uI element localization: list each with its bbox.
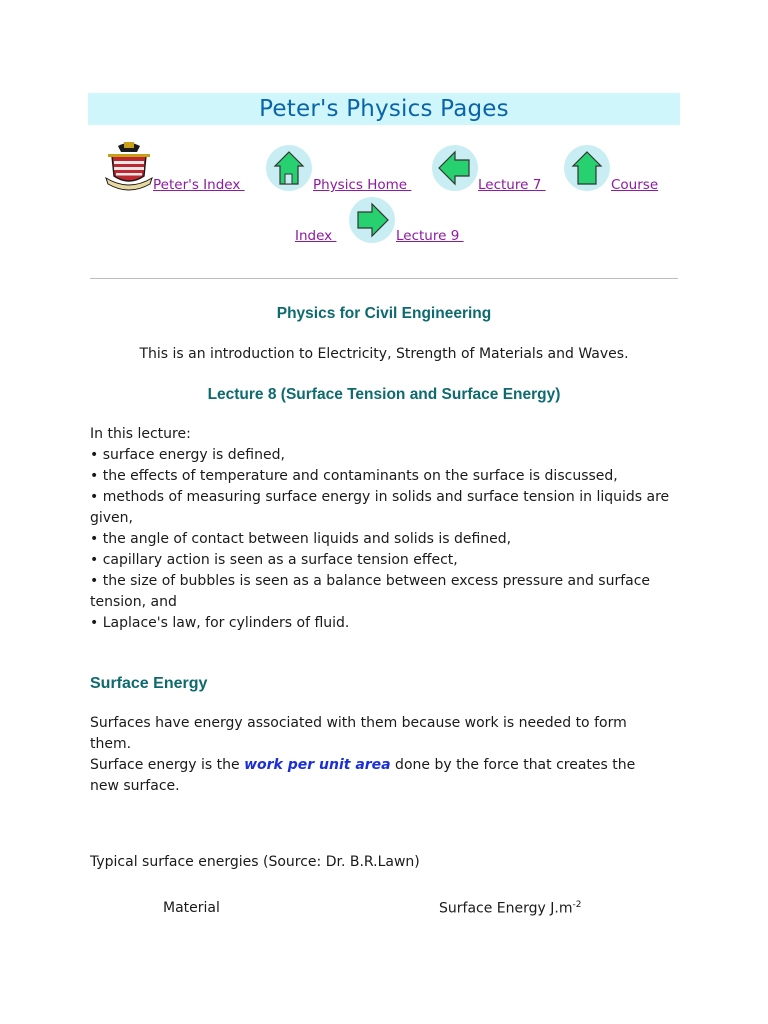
course-index-link-cont[interactable]: Index	[295, 228, 337, 244]
list-item: • capillary action is seen as a surface tension effect,	[90, 552, 458, 568]
column-header-material: Material	[163, 900, 220, 916]
list-item: • the size of bubbles is seen as a balance between excess pressure and surface tension, and	[90, 573, 651, 610]
paragraph: Surfaces have energy associated with them because work is needed to form them.	[90, 715, 627, 752]
course-title: Physics for Civil Engineering	[276, 305, 492, 322]
physics-home-link[interactable]: Physics Home	[313, 177, 412, 193]
list-item: • the angle of contact between liquids and solids is defined,	[90, 531, 512, 547]
text-run: done by the force that creates the new surface.	[90, 757, 636, 794]
unit-exponent: -2	[572, 900, 582, 910]
lecture-title: Lecture 8 (Surface Tension and Surface Energy)	[207, 386, 561, 403]
lecture-7-link[interactable]: Lecture 7	[478, 177, 546, 193]
peters-index-link[interactable]: Peter's Index	[153, 177, 245, 193]
list-item: • methods of measuring surface energy in solids and surface tension in liquids are given,	[90, 489, 670, 526]
surface-energy-paragraph	[90, 713, 660, 797]
site-banner	[88, 93, 680, 125]
arrow-left-icon[interactable]	[431, 144, 479, 196]
section-heading: Surface Energy	[90, 675, 208, 692]
site-title: Peter's Physics Pages	[259, 96, 509, 122]
home-icon[interactable]	[265, 144, 313, 196]
list-item: • surface energy is defined,	[90, 447, 285, 463]
column-header-text: Surface Energy J.m	[439, 900, 573, 917]
emphasis-text: work per unit area	[244, 757, 391, 773]
table-caption: Typical surface energies (Source: Dr. B.R.Lawn)	[90, 854, 420, 870]
divider	[90, 278, 678, 279]
course-intro: This is an introduction to Electricity, Strength of Materials and Waves.	[139, 346, 629, 362]
course-index-link[interactable]: Course	[611, 177, 659, 193]
lecture-intro: In this lecture:	[90, 426, 191, 442]
crest-icon[interactable]	[104, 140, 154, 196]
lecture-9-link[interactable]: Lecture 9	[396, 228, 464, 244]
text-run: Surface energy is the	[90, 757, 245, 773]
home-icon[interactable]	[563, 144, 611, 196]
arrow-right-icon[interactable]	[348, 196, 396, 248]
list-item: • the effects of temperature and contaminants on the surface is discussed,	[90, 468, 618, 484]
list-item: • Laplace's law, for cylinders of fluid.	[90, 615, 350, 631]
column-header-surface-energy	[439, 900, 581, 917]
paragraph	[90, 755, 660, 797]
lecture-contents	[90, 424, 680, 634]
